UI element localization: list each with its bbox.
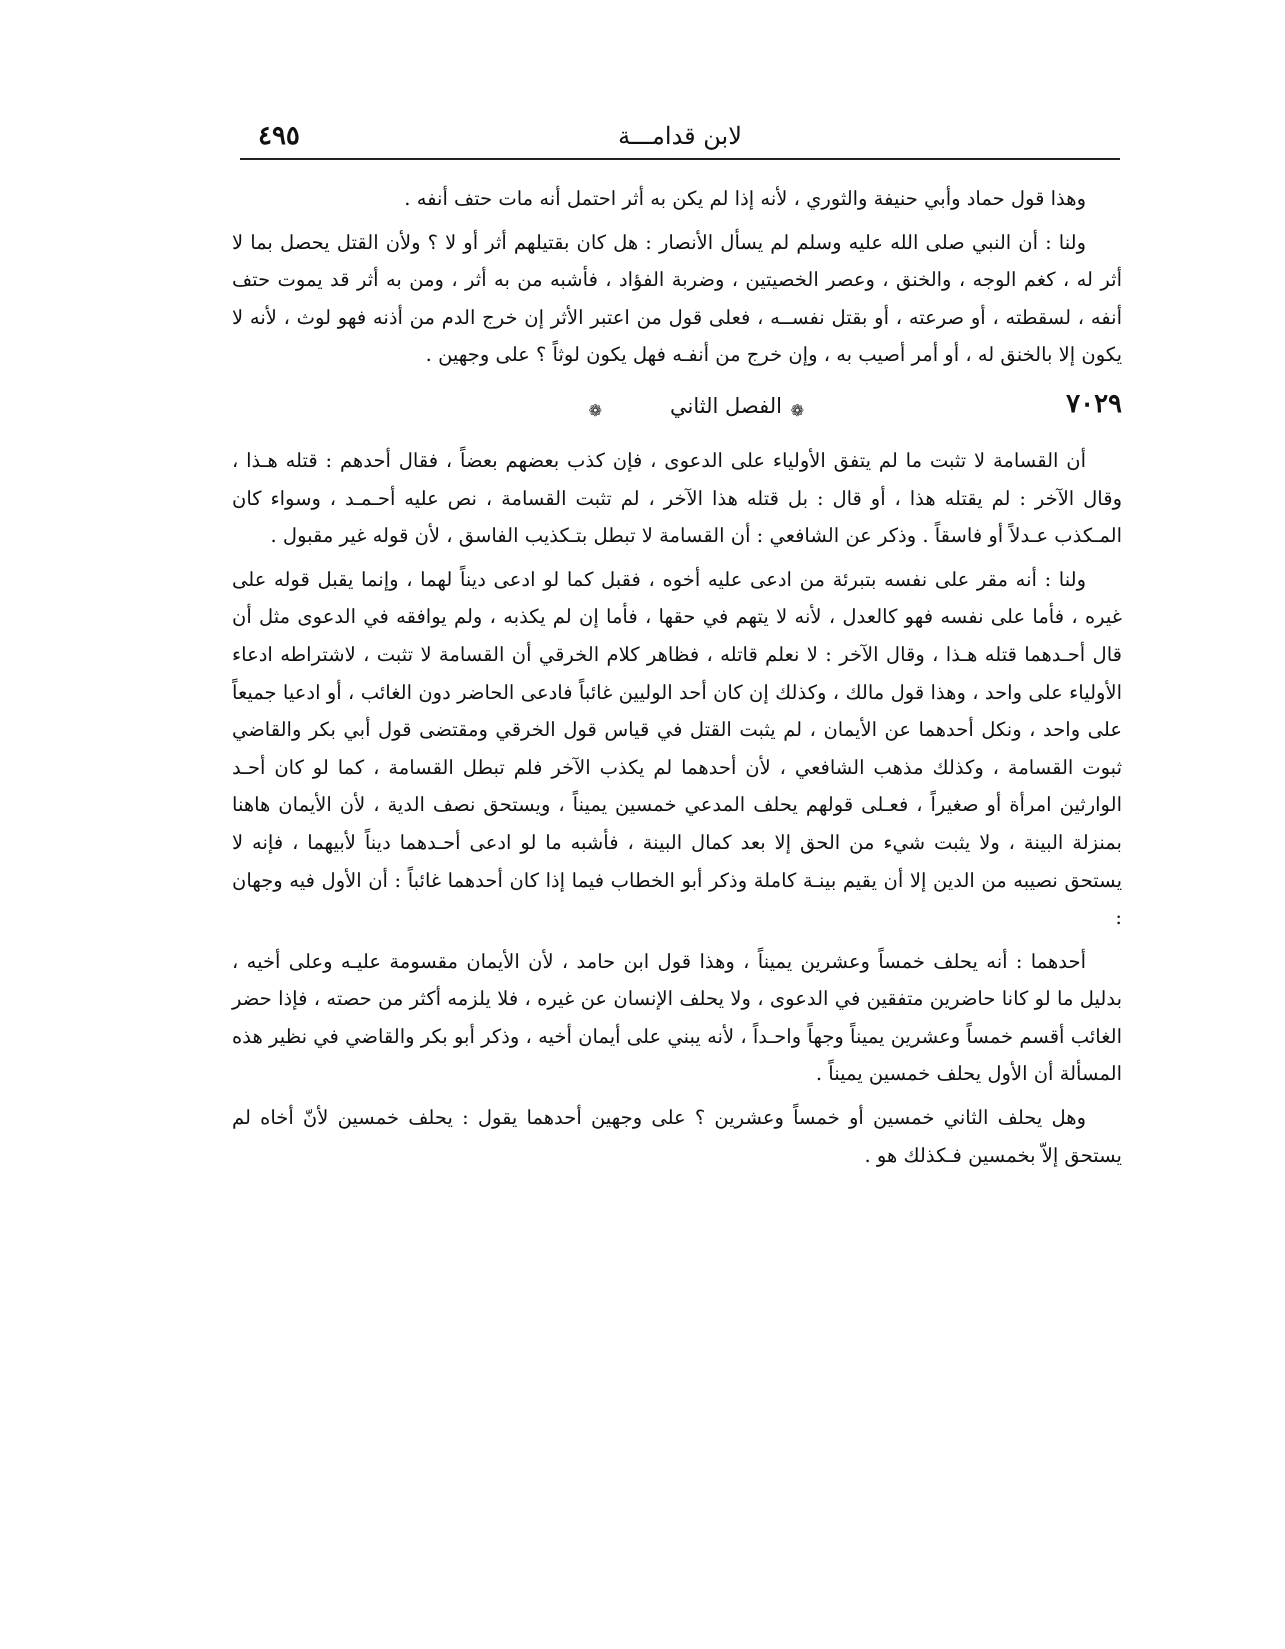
paragraph: ولنا : أنه مقر على نفسه بتبرئة من ادعى عليه أخوه ، فقبل كما لو ادعى ديناً لهما ، وإنما يقبل قوله على غيره ، فأما على نفسه فهو كالعدل ، لأنه لا يتهم في حقها ، فأما إن لم يكذبه ، ولم يوافقه في الدعوى مثل أن قال أحـدهما قتله هـذا ، وقال الآخر : لا نعلم قاتله ، فظاهر كلام الخرقي أن القسامة لا تثبت ، لاشتراطه ادعاء الأولياء على واحد ، وهذا قول مالك ، وكذلك إن كان أحد الوليين غائباً فادعى الحاضر دون الغائب ، أو ادعيا جميعاً على واحد ، ونكل أحدهما عن الأيمان ، لم يثبت القتل في قياس قول الخرقي ومقتضى قول أبي بكر والقاضي ثبوت القسامة ، وكذلك مذهب الشافعي ، لأن أحدهما لم يكذب الآخر فلم تبطل القسامة ، كما لو كان أحـد الوارثين امرأة أو صغيراً ، فعـلى قولهم يحلف المدعي خمسين يميناً ، ويستحق نصف الدية ، لأن الأيمان هاهنا بمنزلة البينة ، ولا يثبت شيء من الحق إلا بعد كمال البينة ، فأشبه ما لو ادعى أحـدهما ديناً لأبيهما ، فإنه لا يستحق نصيبه من الدين إلا أن يقيم بينـة كاملة وذكر أبو الخطاب فيما إذا كان أحدهما غائباً : أن الأول فيه وجهان : bbox=[232, 567, 1122, 930]
paragraph: أحدهما : أنه يحلف خمساً وعشرين يميناً ، وهذا قول ابن حامد ، لأن الأيمان مقسومة عليـه وعلى أخيه ، بدليل ما لو كانا حاضرين متفقين في الدعوى ، ولا يحلف الإنسان عن غيره ، فلا يلزمه أكثر من حصته ، فإذا حضر الغائب أقسم خمساً وعشرين يميناً وجهاً واحـداً ، لأنه يبني على أيمان أخيه ، وذكر أبو بكر والقاضي في نظير هذه المسألة أن الأول يحلف خمسين يميناً . bbox=[232, 949, 1122, 1086]
page-number: ٤٩٥ bbox=[258, 121, 300, 151]
section-title: الفصل الثاني bbox=[670, 393, 782, 418]
page-header bbox=[240, 118, 1120, 154]
paragraph: وهل يحلف الثاني خمسين أو خمساً وعشرين ؟ على وجهين أحدهما يقول : يحلف خمسين لأنّ أخاه لم يستحق إلاّ بخمسين فـكذلك هو . bbox=[232, 1106, 1122, 1167]
section-heading bbox=[232, 380, 1122, 436]
page-body bbox=[232, 180, 1122, 1174]
running-title: لابن قدامـــة bbox=[618, 122, 742, 150]
header-rule bbox=[240, 158, 1120, 160]
paragraph: وهذا قول حماد وأبي حنيفة والثوري ، لأنه إذا لم يكن به أثر احتمل أنه مات حتف أنفه . bbox=[404, 187, 1086, 210]
paragraph: ولنا : أن النبي صلى الله عليه وسلم لم يسأل الأنصار : هل كان بقتيلهم أثر أو لا ؟ ولأن القتل يحصل بما لا أثر له ، كغم الوجه ، والخنق ، وعصر الخصيتين ، وضربة الفؤاد ، فأشبه من به أثر ، ومن به أثر قد يموت حتف أنفه ، لسقطته ، أو صرعته ، أو بقتل نفســه ، فعلى قول من اعتبر الأثر إن خرج الدم من أذنه فهو لوث ، لأنه لا يكون إلا بالخنق له ، أو أمر أصيب به ، وإن خرج من أنفـه فهل يكون لوثاً ؟ على وجهين . bbox=[232, 230, 1122, 367]
ornament-icon: ❁ bbox=[588, 400, 602, 420]
section-number: ٧٠٢٩ bbox=[1066, 388, 1122, 419]
ornament-icon: ❁ bbox=[790, 400, 804, 420]
paragraph: أن القسامة لا تثبت ما لم يتفق الأولياء على الدعوى ، فإن كذب بعضهم بعضاً ، فقال أحدهم : قتله هـذا ، وقال الآخر : لم يقتله هذا ، أو قال : بل قتله هذا الآخر ، لم تثبت القسامة ، نص عليه أحـمـد ، وسواء كان المـكذب عـدلاً أو فاسقاً . وذكر عن الشافعي : أن القسامة لا تبطل بتـكذيب الفاسق ، لأن قوله غير مقبول . bbox=[232, 448, 1122, 548]
